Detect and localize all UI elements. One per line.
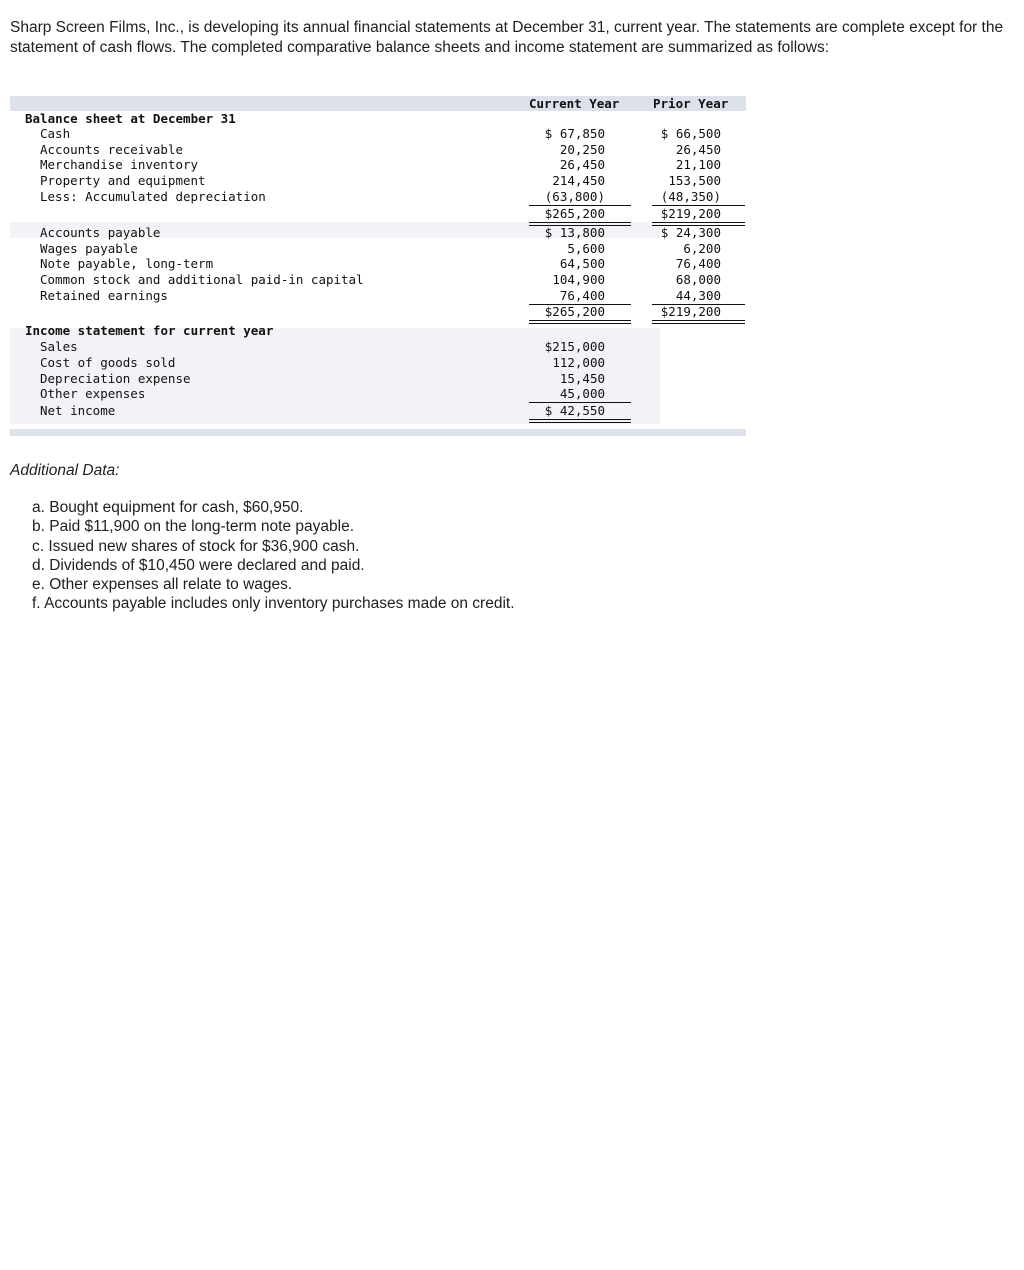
current-value: 26,450: [559, 157, 605, 172]
current-value: $ 67,850: [544, 126, 605, 141]
total-liabilities-prior: $219,200: [660, 304, 721, 319]
total-assets-current: $265,200: [544, 206, 605, 221]
row-label: Wages payable: [40, 241, 138, 256]
row-label: Sales: [40, 339, 78, 354]
additional-data-title: Additional Data:: [10, 462, 120, 479]
financial-statements-table: [10, 96, 746, 436]
total-assets-prior: $219,200: [660, 206, 721, 221]
current-value: 214,450: [552, 173, 605, 188]
row-label: Depreciation expense: [40, 371, 191, 386]
prior-value: (48,350): [660, 189, 721, 204]
current-value: $215,000: [544, 339, 605, 354]
prior-value: 44,300: [675, 288, 721, 303]
list-item: c. Issued new shares of stock for $36,900 cash.: [32, 537, 360, 555]
income-statement-title: Income statement for current year: [25, 323, 274, 338]
row-label: Accounts payable: [40, 225, 161, 240]
list-item: d. Dividends of $10,450 were declared and paid.: [32, 556, 365, 574]
table-header-band: [10, 96, 746, 111]
row-label: Net income: [40, 403, 116, 418]
current-value: 64,500: [559, 256, 605, 271]
current-value: 104,900: [552, 272, 605, 287]
row-label: Retained earnings: [40, 288, 168, 303]
current-value: 15,450: [559, 371, 605, 386]
header-prior-year: Prior Year: [653, 96, 729, 111]
total-double-rule: [652, 320, 745, 324]
current-value: 76,400: [559, 288, 605, 303]
list-item: e. Other expenses all relate to wages.: [32, 576, 293, 594]
prior-value: 153,500: [668, 173, 721, 188]
prior-value: $ 24,300: [660, 225, 721, 240]
total-liabilities-current: $265,200: [544, 304, 605, 319]
prior-value: 68,000: [675, 272, 721, 287]
prior-value: 26,450: [675, 142, 721, 157]
current-value: 112,000: [552, 355, 605, 370]
additional-data-list: [32, 498, 515, 614]
list-item: f. Accounts payable includes only inventory purchases made on credit.: [32, 595, 515, 613]
total-double-rule: [529, 320, 631, 324]
list-item: a. Bought equipment for cash, $60,950.: [32, 499, 304, 516]
row-label: Other expenses: [40, 386, 146, 401]
table-footer-band: [10, 429, 746, 436]
intro-paragraph: Sharp Screen Films, Inc., is developing its annual financial statements at December 31, current year. The statements are complete except for the statement of cash flows. The completed comparative balance sheets and income statement are summarized as follows:: [10, 19, 1004, 56]
current-value: 20,250: [559, 142, 605, 157]
row-label: Cost of goods sold: [40, 355, 176, 370]
balance-sheet-title: Balance sheet at December 31: [25, 111, 236, 126]
prior-value: $ 66,500: [660, 126, 721, 141]
header-current-year: Current Year: [529, 96, 620, 111]
row-label: Accounts receivable: [40, 142, 183, 157]
row-label: Cash: [40, 126, 71, 141]
list-item: b. Paid $11,900 on the long-term note payable.: [32, 518, 354, 536]
prior-value: 6,200: [683, 241, 721, 256]
total-double-rule: [529, 419, 631, 423]
current-value: 5,600: [567, 241, 605, 256]
row-label: Property and equipment: [40, 173, 206, 188]
row-label: Common stock and additional paid-in capital: [40, 272, 364, 287]
prior-value: 21,100: [675, 157, 721, 172]
row-label: Note payable, long-term: [40, 256, 214, 271]
row-label: Less: Accumulated depreciation: [40, 189, 266, 204]
row-label: Merchandise inventory: [40, 157, 199, 172]
current-value: $ 13,800: [544, 225, 605, 240]
net-income-value: $ 42,550: [544, 403, 605, 418]
current-value: 45,000: [559, 386, 605, 401]
prior-value: 76,400: [675, 256, 721, 271]
current-value: (63,800): [544, 189, 605, 204]
